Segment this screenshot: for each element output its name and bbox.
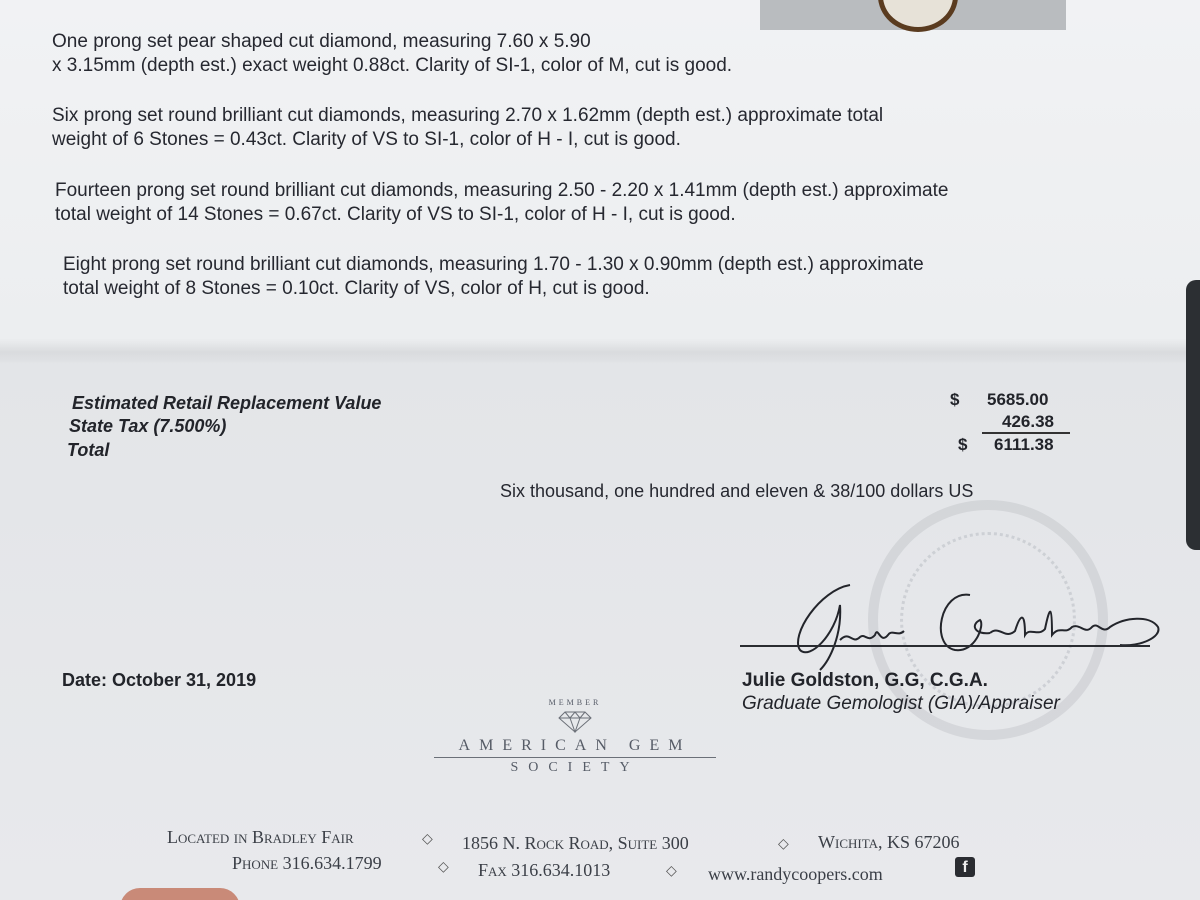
- ags-name-line1: AMERICAN GEM: [458, 737, 692, 754]
- currency-symbol: $: [958, 435, 968, 454]
- jewelry-photo-corner: [760, 0, 1066, 30]
- description-line: Fourteen prong set round brilliant cut diamonds, measuring 2.50 - 2.20 x 1.41mm (depth est.) approximate: [55, 180, 949, 201]
- footer-website-link[interactable]: www.randycoopers.com: [708, 864, 883, 884]
- american-gem-society-logo: [430, 698, 720, 776]
- description-eight-stones: [63, 253, 924, 301]
- description-line: weight of 6 Stones = 0.43ct. Clarity of VS to SI-1, color of H - I, cut is good.: [52, 129, 681, 150]
- paper-fold: [0, 338, 1200, 364]
- handwritten-signature: [780, 565, 1170, 685]
- appraisal-date: Date: October 31, 2019: [62, 670, 257, 690]
- signature-line: [740, 645, 1150, 647]
- footer-separator: ◇: [422, 831, 433, 847]
- ags-name-line2: SOCIETY: [510, 760, 640, 775]
- currency-symbol: $: [950, 390, 960, 409]
- footer-location: Located in Bradley Fair: [167, 827, 354, 847]
- footer-separator: ◇: [778, 836, 789, 852]
- amount-in-words: Six thousand, one hundred and eleven & 38/100 dollars US: [500, 481, 974, 501]
- description-pear-diamond: [52, 30, 732, 78]
- facebook-icon[interactable]: f: [955, 857, 975, 877]
- description-line: total weight of 8 Stones = 0.10ct. Clarity of VS, color of H, cut is good.: [63, 278, 650, 299]
- footer-separator: ◇: [438, 859, 449, 875]
- footer-phone: Phone 316.634.1799: [232, 853, 382, 873]
- description-fourteen-stones: [55, 179, 948, 227]
- ags-member-label: MEMBER: [548, 698, 602, 707]
- total-amount: 6111.38: [994, 435, 1054, 454]
- footer-address: 1856 N. Rock Road, Suite 300: [462, 833, 689, 853]
- diamond-icon: [558, 711, 592, 733]
- sum-rule: [982, 432, 1070, 434]
- description-six-stones: [52, 104, 883, 152]
- description-line: Eight prong set round brilliant cut diamonds, measuring 1.70 - 1.30 x 0.90mm (depth est.) approximate: [63, 254, 924, 275]
- footer-fax: Fax 316.634.1013: [478, 860, 611, 880]
- background-edge: [1186, 280, 1200, 550]
- retail-value-label: Estimated Retail Replacement Value: [72, 393, 382, 413]
- retail-amount: 5685.00: [987, 390, 1049, 409]
- appraiser-name: Julie Goldston, G.G, C.G.A.: [742, 670, 988, 691]
- thumb-in-photo: [120, 888, 240, 900]
- appraiser-title: Graduate Gemologist (GIA)/Appraiser: [742, 693, 1060, 714]
- description-line: Six prong set round brilliant cut diamonds, measuring 2.70 x 1.62mm (depth est.) approximate total: [52, 105, 884, 126]
- total-label: Total: [67, 440, 110, 460]
- description-line: total weight of 14 Stones = 0.67ct. Clarity of VS to SI-1, color of H - I, cut is good.: [55, 204, 736, 225]
- ags-divider: [434, 757, 716, 758]
- footer-city: Wichita, KS 67206: [818, 832, 960, 852]
- footer-separator: ◇: [666, 863, 677, 879]
- description-line: One prong set pear shaped cut diamond, measuring 7.60 x 5.90: [52, 31, 591, 52]
- description-line: x 3.15mm (depth est.) exact weight 0.88ct. Clarity of SI-1, color of M, cut is good.: [52, 55, 733, 76]
- state-tax-label: State Tax (7.500%): [69, 416, 227, 436]
- tax-amount: 426.38: [1002, 412, 1054, 431]
